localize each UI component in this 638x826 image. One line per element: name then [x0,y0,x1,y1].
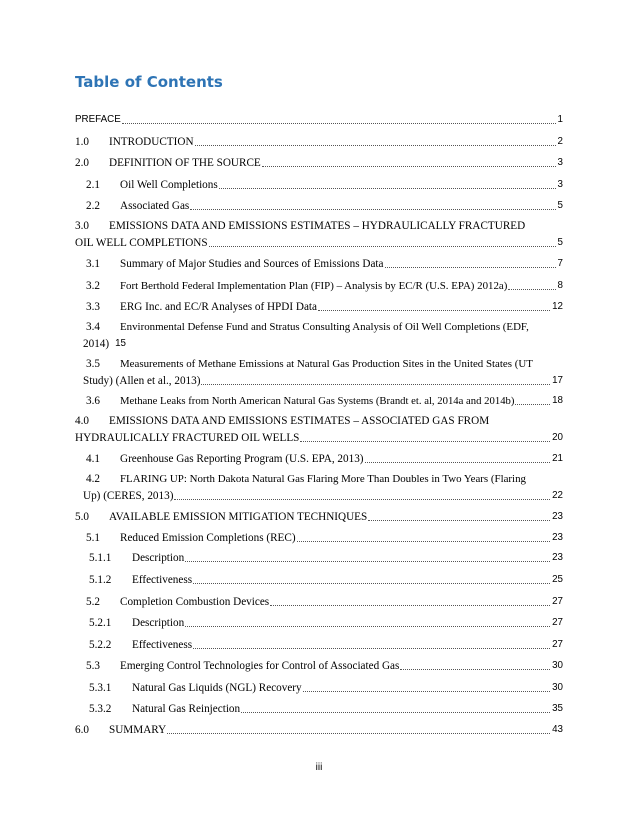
toc-entry[interactable] [86,178,563,192]
toc-entry-title: Methane Leaks from North American Natural Gas Systems (Brandt et. al, 2014a and 2014b) [120,395,515,407]
dot-leader [185,561,550,562]
toc-entry-page: 35 [552,703,563,714]
toc-entry[interactable] [86,279,563,293]
toc-entry-number: 5.3.1 [89,682,112,694]
dot-leader [270,605,550,606]
toc-entry[interactable] [75,723,563,737]
toc-entry-number: 3.4 [86,321,100,333]
toc-entry[interactable] [86,394,563,408]
toc-entry-number: 3.5 [86,358,100,370]
toc-entry-page: 21 [552,453,563,464]
dot-leader [365,462,551,463]
toc-entry-title-continued: Up) (CERES, 2013) [83,490,174,502]
toc-entry-page: 30 [552,682,563,693]
dot-leader [209,246,556,247]
toc-entry[interactable] [89,681,563,695]
toc-entry[interactable] [89,616,563,630]
toc-entry[interactable] [83,320,563,351]
toc-entry-title: PREFACE [75,114,121,125]
toc-entry-number: 6.0 [75,724,89,736]
toc-entry-page: 18 [552,395,563,406]
toc-entry-page: 12 [552,301,563,312]
toc-entry-page: 17 [552,375,563,386]
toc-entry-page: 27 [552,617,563,628]
toc-entry-page: 43 [552,724,563,735]
toc-entry-page: 23 [552,552,563,563]
toc-entry[interactable] [75,156,563,170]
toc-entry[interactable] [89,702,563,716]
toc-entry[interactable] [86,452,563,466]
toc-entry-title: Completion Combustion Devices [120,596,270,608]
toc-entry[interactable] [83,357,563,388]
dot-leader [193,583,550,584]
toc-entry[interactable] [83,472,563,503]
toc-entry-page: 5 [557,200,563,211]
dot-leader [400,669,550,670]
dot-leader [195,145,556,146]
toc-entry-page: 27 [552,596,563,607]
dot-leader [167,733,550,734]
toc-entry[interactable] [89,551,563,565]
dot-leader [122,123,556,124]
toc-entry-number: 3.3 [86,301,100,313]
toc-entry-page: 30 [552,660,563,671]
toc-entry[interactable] [75,510,563,524]
toc-entry-title: Reduced Emission Completions (REC) [120,532,296,544]
dot-leader [193,648,550,649]
toc-entry-number: 4.1 [86,453,100,465]
toc-entry-number: 5.1.2 [89,574,112,586]
toc-entry-page: 22 [552,490,563,501]
dot-leader [385,267,556,268]
toc-entry-title-continued: 2014) [83,338,110,350]
page-title: Table of Contents [75,73,223,91]
toc-entry-number: 5.3 [86,660,100,672]
toc-entry-number: 3.0 [75,220,89,232]
toc-entry-title: Fort Berthold Federal Implementation Plan (FIP) – Analysis by EC/R (U.S. EPA) 2012a) [120,280,508,292]
toc-entry-number: 4.2 [86,473,100,485]
toc-entry-title: INTRODUCTION [109,136,194,148]
toc-entry-preface[interactable] [75,113,563,127]
toc-entry[interactable] [86,257,563,271]
toc-entry-number: 5.2.2 [89,639,112,651]
toc-entry-title: DEFINITION OF THE SOURCE [109,157,261,169]
toc-entry-page: 15 [115,338,127,349]
toc-entry-title: Description [132,617,185,629]
toc-entry[interactable] [86,659,563,673]
dot-leader [303,691,550,692]
toc-entry[interactable] [86,300,563,314]
toc-entry-title: Natural Gas Reinjection [132,703,241,715]
toc-entry-title: Natural Gas Liquids (NGL) Recovery [132,682,302,694]
toc-entry-number: 3.1 [86,258,100,270]
toc-entry-page: 8 [557,280,563,291]
dot-leader [190,209,555,210]
toc-entry-number: 4.0 [75,415,89,427]
toc-entry-number: 5.1 [86,532,100,544]
toc-entry-title: Greenhouse Gas Reporting Program (U.S. EPA, 2013) [120,453,364,465]
toc-entry-page: 23 [552,511,563,522]
toc-entry-number: 5.2.1 [89,617,112,629]
dot-leader [508,289,555,290]
toc-entry-page: 3 [557,157,563,168]
toc-entry-page: 1 [557,114,563,125]
toc-entry-number: 2.2 [86,200,100,212]
toc-entry-number: 5.2 [86,596,100,608]
toc-entry-number: 5.1.1 [89,552,112,564]
toc-entry[interactable] [89,573,563,587]
toc-entry-number: 5.0 [75,511,89,523]
toc-entry-title: Emerging Control Technologies for Control of Associated Gas [120,660,400,672]
toc-entry[interactable] [75,219,563,250]
toc-entry-title: FLARING UP: North Dakota Natural Gas Flaring More Than Doubles in Two Years (Flaring [120,473,526,485]
toc-entry-page: 5 [557,237,563,248]
toc-entry-title: SUMMARY [109,724,167,736]
toc-entry-title: Effectiveness [132,574,193,586]
toc-entry[interactable] [86,595,563,609]
toc-entry-number: 2.0 [75,157,89,169]
toc-entry-title-continued: OIL WELL COMPLETIONS [75,237,208,249]
toc-entry-page: 20 [552,432,563,443]
toc-entry-title: AVAILABLE EMISSION MITIGATION TECHNIQUES [109,511,368,523]
dot-leader [300,441,550,442]
dot-leader [185,626,550,627]
toc-entry-number: 1.0 [75,136,89,148]
toc-entry[interactable] [86,199,563,213]
toc-entry-title: ERG Inc. and EC/R Analyses of HPDI Data [120,301,317,313]
toc-entry-page: 3 [557,179,563,190]
toc-entry[interactable] [75,135,563,149]
dot-leader [174,499,550,500]
toc-entry-title: EMISSIONS DATA AND EMISSIONS ESTIMATES – ASSOCIATED GAS FROM [109,415,490,427]
dot-leader [219,188,556,189]
dot-leader [241,712,550,713]
toc-entry-title: Associated Gas [120,200,190,212]
page-number: iii [315,762,323,773]
toc-entry-title: EMISSIONS DATA AND EMISSIONS ESTIMATES – HYDRAULICALLY FRACTURED [109,220,526,232]
dot-leader [368,520,550,521]
toc-entry-title: Oil Well Completions [120,179,218,191]
toc-entry-number: 3.6 [86,395,100,407]
toc-entry[interactable] [86,531,563,545]
toc-entry-page: 2 [557,136,563,147]
toc-entry-page: 25 [552,574,563,585]
toc-entry[interactable] [89,638,563,652]
toc-entry-title-continued: Study) (Allen et al., 2013) [83,375,201,387]
toc-entry-page: 7 [557,258,563,269]
toc-entry-number: 5.3.2 [89,703,112,715]
toc-entry-page: 27 [552,639,563,650]
toc-entry-page: 23 [552,532,563,543]
toc-entry-title: Environmental Defense Fund and Stratus Consulting Analysis of Oil Well Completions (EDF, [120,321,529,333]
toc-entry[interactable] [75,414,563,445]
dot-leader [201,384,550,385]
toc-entry-title: Measurements of Methane Emissions at Natural Gas Production Sites in the United States (UT [120,358,533,370]
toc-entry-title: Summary of Major Studies and Sources of Emissions Data [120,258,384,270]
toc-entry-title: Effectiveness [132,639,193,651]
toc-entry-title-continued: HYDRAULICALLY FRACTURED OIL WELLS [75,432,300,444]
dot-leader [318,310,550,311]
dot-leader [262,166,556,167]
toc-entry-number: 3.2 [86,280,100,292]
dot-leader [297,541,551,542]
dot-leader [515,404,550,405]
toc-entry-number: 2.1 [86,179,100,191]
toc-entry-title: Description [132,552,185,564]
